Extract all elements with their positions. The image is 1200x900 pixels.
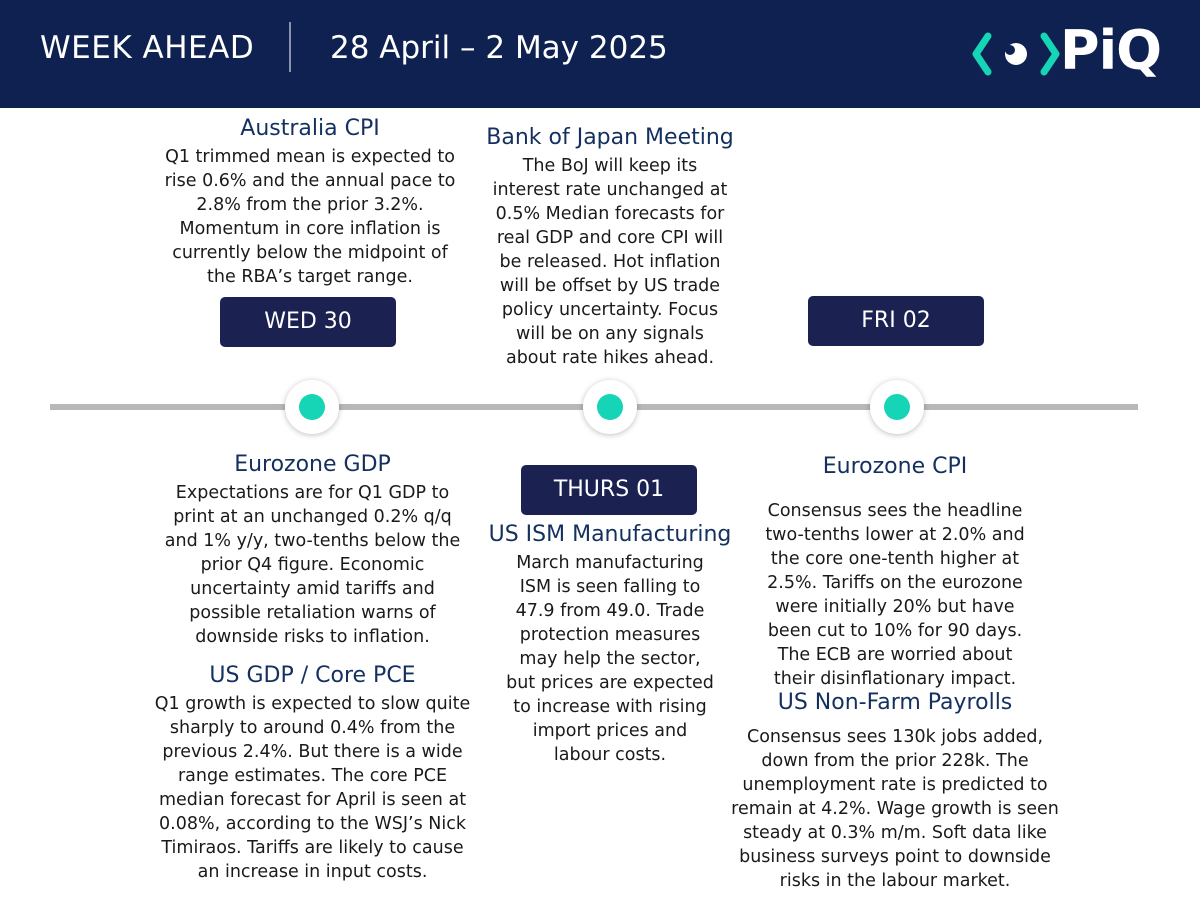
header-divider [289, 22, 291, 72]
week-ahead-label: WEEK AHEAD [40, 30, 255, 66]
timeline-node-wed [285, 380, 339, 434]
event-description: Expectations are for Q1 GDP to print at an unchanged 0.2% q/q and 1% y/y, two-tenths below the prior Q4 figure. Economic uncertainty amid tariffs and possible retaliation warns of downside risks to inflation. [164, 483, 461, 647]
day-badge-thurs: THURS 01 [521, 465, 697, 515]
event-description: Consensus sees 130k jobs added, down from the prior 228k. The unemployment rate is predicted to remain at 4.2%. Wage growth is seen steady at 0.3% m/m. Soft data like business surveys point to downside risks in the labour market. [731, 727, 1059, 891]
date-range: 28 April – 2 May 2025 [330, 30, 668, 66]
event-title: Eurozone CPI [822, 454, 968, 479]
event-description: March manufacturing ISM is seen falling to 47.9 from 49.0. Trade protection measures may help the sector, but prices are expected to increase with rising import prices and labour costs. [506, 553, 714, 765]
timeline-dot-icon [597, 394, 623, 420]
event-boj-meeting [460, 125, 760, 370]
timeline-dot-icon [299, 394, 325, 420]
event-us-nfp [710, 690, 1080, 893]
event-description: Q1 trimmed mean is expected to rise 0.6% and the annual pace to 2.8% from the prior 3.2%. Momentum in core inflation is currently below the midpoint of the RBA’s target range. [164, 147, 456, 287]
event-eurozone-gdp [140, 452, 485, 649]
event-us-gdp-core-pce [130, 663, 495, 884]
event-title: Eurozone GDP [234, 452, 391, 477]
event-title: US Non-Farm Payrolls [777, 690, 1013, 715]
day-badge-wed: WED 30 [220, 297, 396, 347]
event-australia-cpi [150, 116, 470, 289]
event-title: US ISM Manufacturing [488, 522, 732, 547]
event-eurozone-cpi [745, 454, 1045, 691]
header-bar [0, 0, 1200, 108]
timeline-node-fri [870, 380, 924, 434]
timeline-dot-icon [884, 394, 910, 420]
event-description: The BoJ will keep its interest rate unchanged at 0.5% Median forecasts for real GDP and core CPI will be released. Hot inflation will be offset by US trade policy uncertainty. Focus will be on any signals about rate hikes ahead. [492, 156, 728, 368]
logo-text: PiQ [1060, 19, 1161, 82]
event-title: US GDP / Core PCE [209, 663, 416, 688]
timeline-node-thurs [583, 380, 637, 434]
event-description: Consensus sees the headline two-tenths lower at 2.0% and the core one-tenth higher at 2.5%. Tariffs on the eurozone were initially 20% but have been cut to 10% for 90 days. The ECB are worried about their disinflationary impact. [765, 501, 1025, 689]
event-us-ism [480, 522, 740, 767]
event-title: Australia CPI [240, 116, 380, 141]
event-title: Bank of Japan Meeting [486, 125, 734, 150]
day-badge-fri: FRI 02 [808, 296, 984, 346]
event-description: Q1 growth is expected to slow quite sharply to around 0.4% from the previous 2.4%. But there is a wide range estimates. The core PCE median forecast for April is seen at 0.08%, according to the WSJ’s Nick Timiraos. Tariffs are likely to cause an increase in input costs. [154, 694, 471, 882]
